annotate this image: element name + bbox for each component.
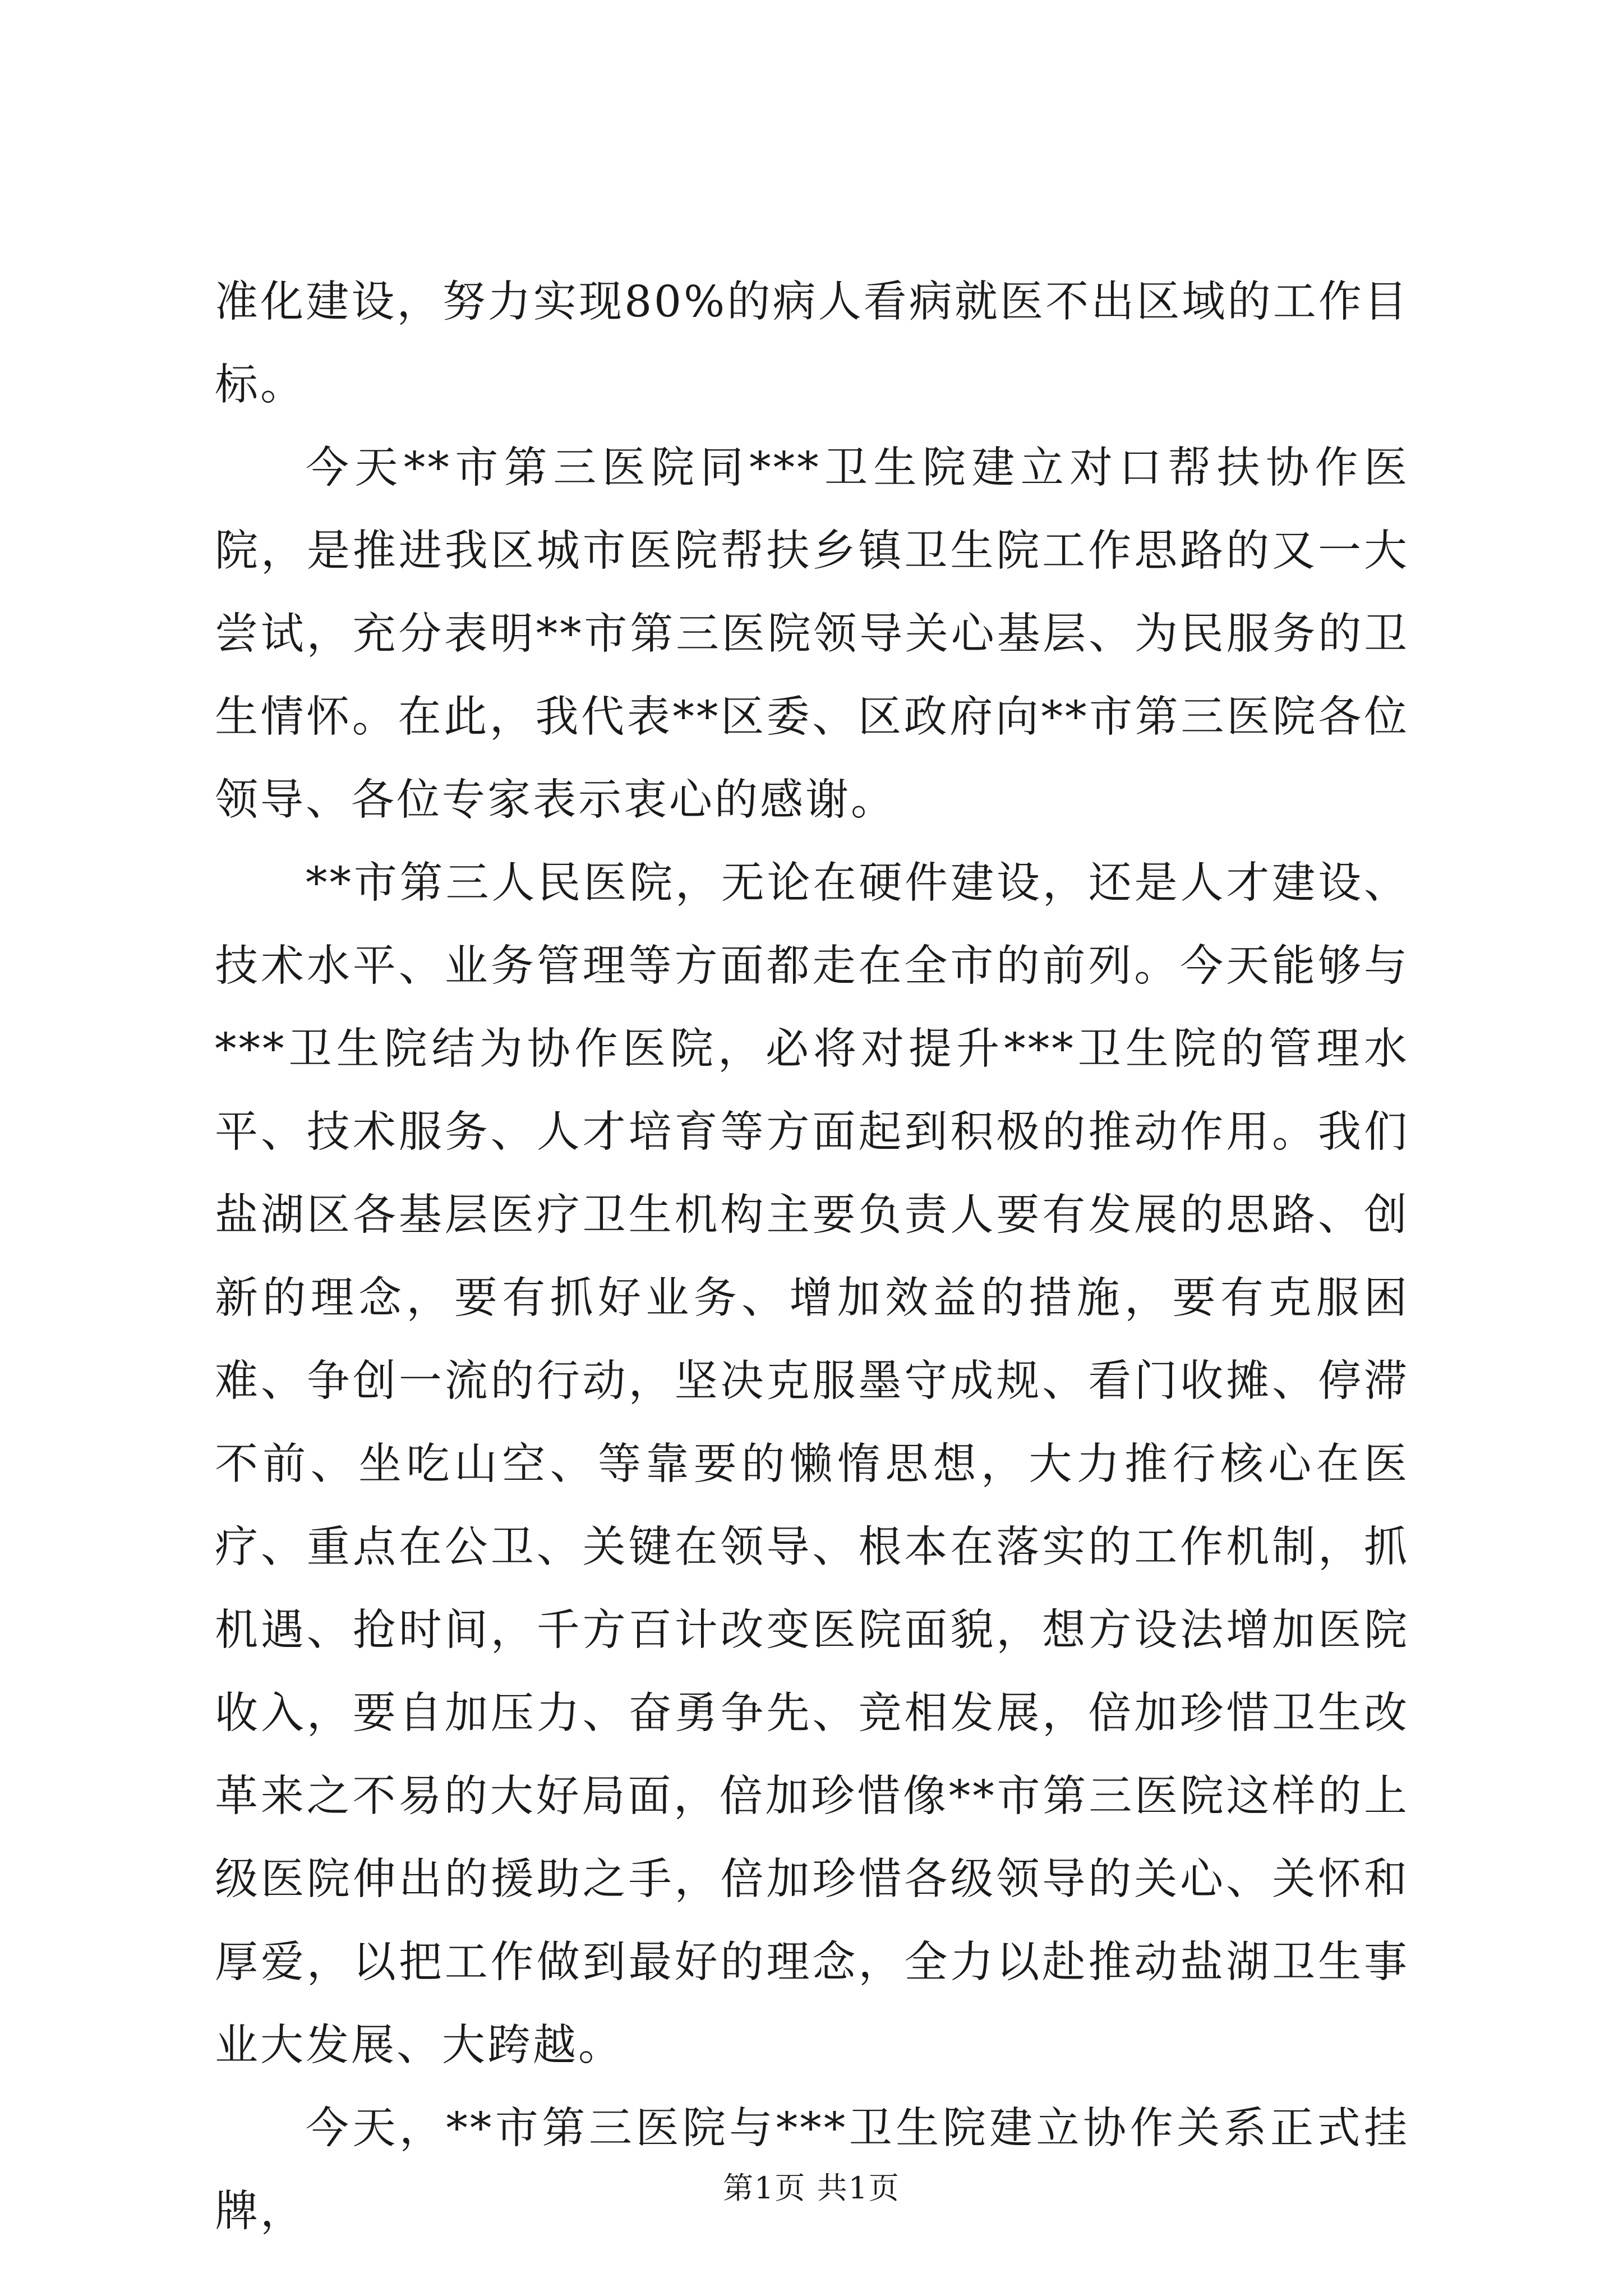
page-footer: 第1页 共1页 [723, 2170, 900, 2206]
paragraph-thanks: 今天**市第三医院同***卫生院建立对口帮扶协作医院，是推进我区城市医院帮扶乡镇卫生院工作思路的又一大尝试，充分表明**市第三医院领导关心基层、为民服务的卫生情怀。在此，我代表**区委、区政府向**市第三医院各位领导、各位专家表示衷心的感谢。 [215, 443, 1409, 825]
paragraph-cooperation: **市第三人民医院，无论在硬件建设，还是人才建设、技术水平、业务管理等方面都走在全市的前列。今天能够与***卫生院结为协作医院，必将对提升***卫生院的管理水平、技术服务、人才培育等方面起到积极的推动作用。我们盐湖区各基层医疗卫生机构主要负责人要有发展的思路、创新的理念，要有抓好业务、增加效益的措施，要有克服困难、争创一流的行动，坚决克服墨守成规、看门收摊、停滞不前、坐吃山空、等靠要的懒惰思想，大力推行核心在医疗、重点在公卫、关键在领导、根本在落实的工作机制，抓机遇、抢时间，千方百计改变医院面貌，想方设法增加医院收入，要自加压力、奋勇争先、竞相发展，倍加珍惜卫生改革来之不易的大好局面，倍加珍惜像**市第三医院这样的上级医院伸出的援助之手，倍加珍惜各级领导的关心、关怀和厚爱，以把工作做到最好的理念，全力以赴推动盐湖卫生事业大发展、大跨越。 [215, 858, 1409, 2070]
document-body [215, 261, 1409, 2253]
paragraph-continuation: 准化建设，努力实现80%的病人看病就医不出区域的工作目标。 [215, 277, 1409, 410]
paragraph-ceremony: 今天，**市第三医院与***卫生院建立协作关系正式挂牌， [215, 2104, 1409, 2237]
